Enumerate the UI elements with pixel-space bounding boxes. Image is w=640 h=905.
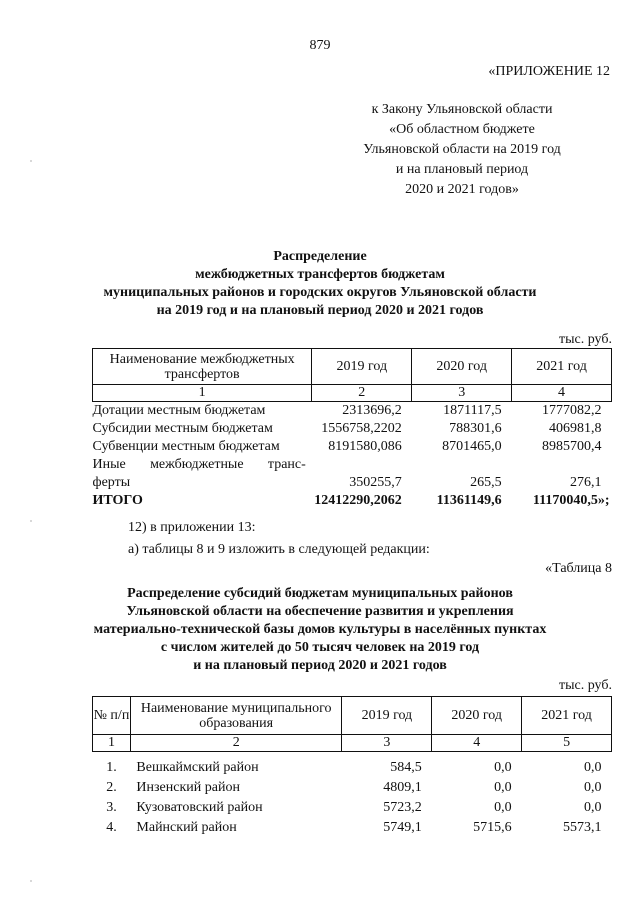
paragraph-a: а) таблицы 8 и 9 изложить в следующей редакции:: [128, 542, 430, 557]
total-2021: 11170040,5»;: [532, 492, 610, 508]
value-2019: 4809,1: [383, 779, 422, 795]
index-cell: 1: [93, 385, 312, 402]
table-row: [93, 778, 612, 798]
row-name-cont: ферты: [92, 474, 131, 490]
value-2019: 8191580,086: [328, 438, 402, 454]
appendix-line: Ульяновской области на 2019 год: [363, 142, 561, 157]
section1-unit: тыс. руб.: [559, 332, 612, 347]
title-line: Ульяновской области на обеспечение развития и укрепления: [126, 604, 514, 619]
header-number: № п/п: [93, 697, 131, 735]
value-2020: 0,0: [494, 759, 512, 775]
row-number: 2.: [106, 779, 117, 795]
row-name: Кузоватовский район: [136, 799, 263, 815]
table-row: [93, 758, 612, 778]
row-name: Иные межбюджетные транс-: [92, 456, 306, 472]
value-2020: 5715,6: [473, 819, 512, 835]
value-2019: 5749,1: [383, 819, 422, 835]
header-2019: 2019 год: [312, 349, 412, 385]
table-row: [93, 818, 612, 838]
value-2020: 788301,6: [449, 420, 502, 436]
value-2021: 276,1: [570, 474, 602, 490]
title-line: муниципальных районов и городских округов Ульяновской области: [103, 285, 537, 300]
header-2021: 2021 год: [522, 697, 612, 735]
index-cell: 3: [412, 385, 512, 402]
title-line: Распределение субсидий бюджетам муниципальных районов: [127, 586, 513, 601]
row-name: Майнский район: [136, 819, 237, 835]
title-line: и на плановый период 2020 и 2021 годов: [193, 658, 447, 673]
value-2021: 8985700,4: [542, 438, 602, 454]
header-name: Наименование межбюджетных трансфертов: [93, 349, 312, 385]
header-2019: 2019 год: [342, 697, 432, 735]
table-row: [93, 798, 612, 818]
index-cell: 2: [312, 385, 412, 402]
title-line: межбюджетных трансфертов бюджетам: [195, 267, 445, 282]
section2-unit: тыс. руб.: [559, 678, 612, 693]
row-number: 1.: [106, 759, 117, 775]
value-2020: 8701465,0: [442, 438, 502, 454]
appendix-line: к Закону Ульяновской области: [371, 102, 553, 117]
scan-speck: [30, 520, 32, 522]
value-2021: 0,0: [584, 779, 602, 795]
row-name: Субсидии местным бюджетам: [92, 420, 273, 436]
row-number: 3.: [106, 799, 117, 815]
total-2020: 11361149,6: [436, 492, 502, 508]
value-2021: 1777082,2: [542, 402, 602, 418]
header-2020: 2020 год: [412, 349, 512, 385]
subsidies-table: [92, 696, 612, 838]
paragraph-12: 12) в приложении 13:: [128, 520, 256, 535]
section1-title: [0, 248, 640, 320]
appendix-line: и на плановый период: [395, 162, 529, 177]
value-2019: 1556758,2202: [321, 420, 402, 436]
table-row: [93, 456, 612, 474]
index-cell: 5: [522, 735, 612, 752]
header-2020: 2020 год: [432, 697, 522, 735]
total-row: [93, 492, 612, 510]
value-2020: 1871117,5: [443, 402, 502, 418]
section2-title: [0, 585, 640, 675]
index-cell: 4: [432, 735, 522, 752]
value-2021: 406981,8: [549, 420, 602, 436]
value-2019: 2313696,2: [342, 402, 402, 418]
title-line: Распределение: [273, 249, 367, 264]
value-2019: 584,5: [390, 759, 422, 775]
value-2020: 0,0: [494, 799, 512, 815]
row-name: Вешкаймский район: [136, 759, 259, 775]
index-cell: 2: [130, 735, 342, 752]
table-row: [93, 438, 612, 456]
value-2020: 265,5: [470, 474, 502, 490]
table-row: [93, 402, 612, 420]
row-name: Инзенский район: [136, 779, 240, 795]
transfers-table: [92, 348, 612, 510]
value-2019: 350255,7: [349, 474, 402, 490]
total-label: ИТОГО: [92, 492, 143, 508]
page-number: 879: [309, 38, 331, 53]
total-2019: 12412290,2062: [314, 492, 402, 508]
appendix-line: 2020 и 2021 годов»: [405, 182, 519, 197]
header-municipality: Наименование муниципального образования: [130, 697, 342, 735]
index-cell: 1: [93, 735, 131, 752]
title-line: материально-технической базы домов культуры в населённых пунктах: [93, 622, 547, 637]
row-name: Субвенции местным бюджетам: [92, 438, 280, 454]
value-2021: 0,0: [584, 759, 602, 775]
index-cell: 4: [512, 385, 612, 402]
value-2020: 0,0: [494, 779, 512, 795]
row-name: Дотации местным бюджетам: [92, 402, 266, 418]
scan-speck: [30, 880, 32, 882]
index-cell: 3: [342, 735, 432, 752]
table-row: [93, 420, 612, 438]
value-2021: 0,0: [584, 799, 602, 815]
scan-speck: [30, 160, 32, 162]
appendix-title: «ПРИЛОЖЕНИЕ 12: [488, 64, 610, 79]
value-2021: 5573,1: [563, 819, 602, 835]
table-row: [93, 474, 612, 492]
title-line: на 2019 год и на плановый период 2020 и 2021 годов: [156, 303, 484, 318]
table-label: «Таблица 8: [545, 561, 612, 576]
value-2019: 5723,2: [383, 799, 422, 815]
title-line: с числом жителей до 50 тысяч человек на 2019 год: [160, 640, 480, 655]
row-number: 4.: [106, 819, 117, 835]
header-2021: 2021 год: [512, 349, 612, 385]
appendix-reference: [312, 100, 612, 200]
appendix-line: «Об областном бюджете: [389, 122, 535, 137]
